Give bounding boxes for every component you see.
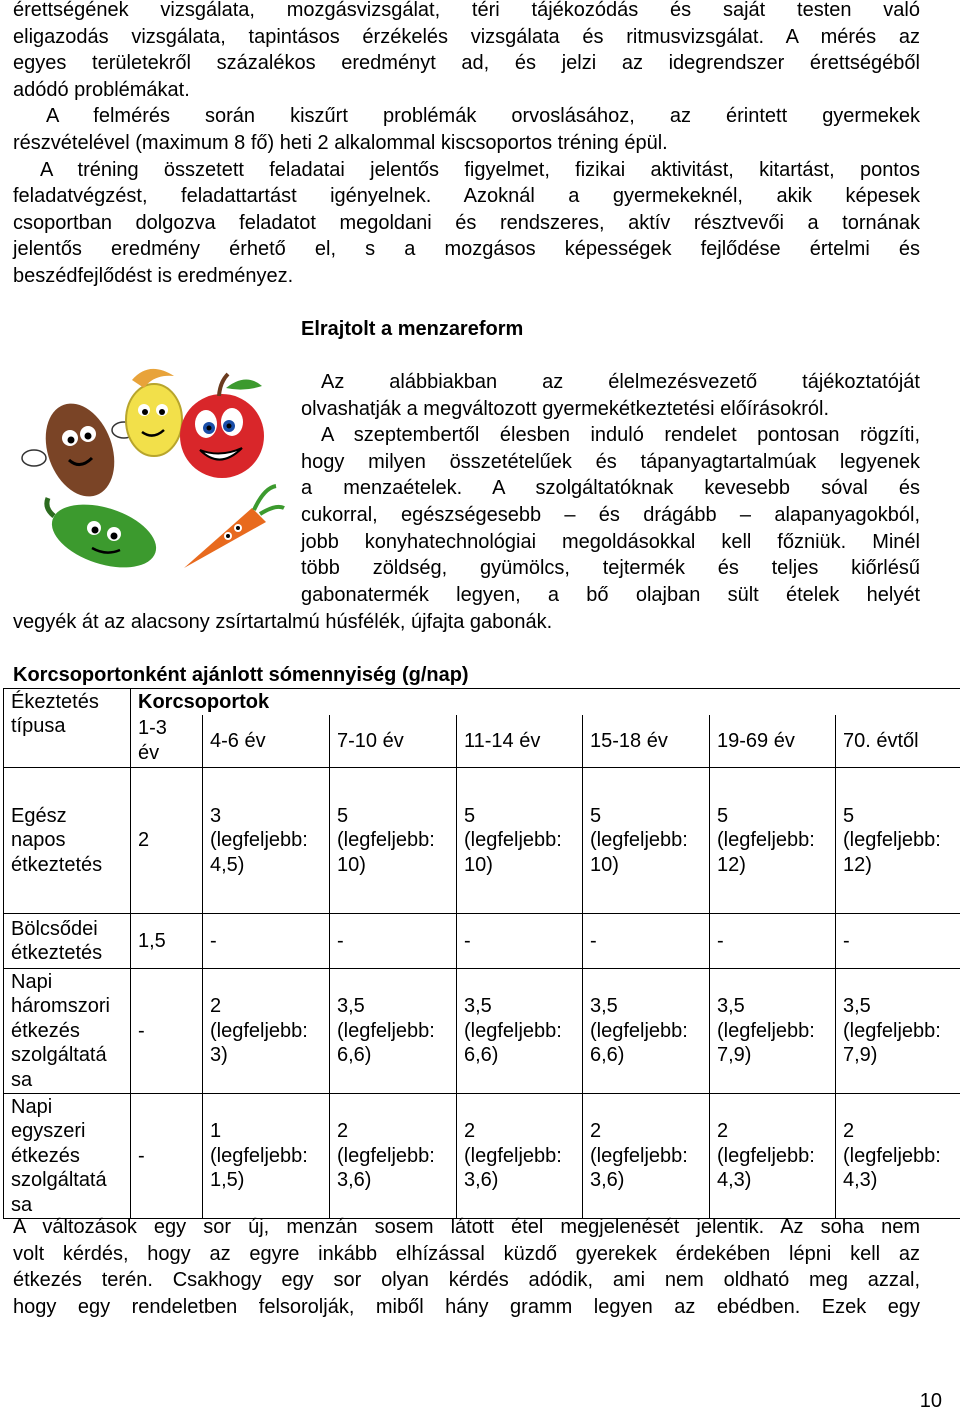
age-group-header: 19-69 év	[710, 715, 836, 767]
row-value: -	[583, 913, 710, 968]
table-row	[4, 767, 960, 913]
article-paragraph	[301, 369, 920, 608]
row-value: -	[457, 913, 583, 968]
article-heading: Elrajtolt a menzareform	[301, 318, 524, 340]
age-group-header: 15-18 év	[583, 715, 710, 767]
row-value: 2 (legfeljebb: 4,3)	[836, 1093, 960, 1218]
row-value: 1,5	[131, 913, 203, 968]
table-header-type	[4, 689, 131, 768]
article-line: hogy milyen összetételűek és tápanyagtartalmúak legyenek	[301, 450, 920, 473]
table-row	[4, 913, 960, 968]
age-group-header: 7-10 év	[330, 715, 457, 767]
row-value: 2 (legfeljebb: 4,3)	[710, 1093, 836, 1218]
row-value: 3,5 (legfeljebb: 7,9)	[836, 968, 960, 1093]
row-type: Bölcsődei étkeztetés	[4, 913, 131, 968]
row-value: 5 (legfeljebb: 12)	[710, 767, 836, 913]
table-row	[4, 968, 960, 1093]
row-value: 5 (legfeljebb: 10)	[457, 767, 583, 913]
outro-line: hogy egy rendeletben felsorolják, miből hány gramm legyen az ebédben. Ezek egy	[13, 1295, 920, 1318]
table-header-row	[4, 715, 960, 767]
header-type-line: típusa	[11, 715, 66, 738]
intro-line: beszédfejlődést is eredményez.	[13, 264, 294, 287]
outro-line: étkezés terén. Csakhogy egy sor olyan kérdés adódik, ami nem oldható meg azzal,	[13, 1269, 920, 1292]
article-line: Az alábbiakban az élelmezésvezető tájékoztatóját	[321, 371, 920, 393]
article-tail-line: vegyék át az alacsony zsírtartalmú húsfélék, újfajta gabonák.	[13, 611, 553, 633]
age-group-header: 1-3 év	[131, 715, 203, 767]
row-value: -	[710, 913, 836, 968]
row-value: 3,5 (legfeljebb: 6,6)	[330, 968, 457, 1093]
page-number: 10	[919, 1390, 942, 1412]
cartoon-vegetables-fruits-illustration	[14, 358, 286, 578]
intro-line: A felmérés során kiszűrt problémák orvoslásához, az érintett gyermekek	[46, 105, 920, 128]
article-line: több zöldség, gyümölcs, tejtermék és teljes kiőrlésű	[301, 557, 920, 580]
age-group-header: 11-14 év	[457, 715, 583, 767]
intro-line: egyes területekről százalékos eredményt ad, és jelzi az idegrendszer érettségéből	[13, 52, 920, 75]
row-value: 5 (legfeljebb: 10)	[330, 767, 457, 913]
row-type: Egész napos étkeztetés	[4, 767, 131, 913]
header-type-line: Ékeztetés	[11, 691, 99, 713]
outro-line: A változások egy sor új, menzán sosem látott étel megjelenését jelentik. Az soha nem	[13, 1216, 920, 1238]
table-row	[4, 1093, 960, 1218]
row-value: 2 (legfeljebb: 3)	[203, 968, 330, 1093]
intro-line: eligazodás vizsgálata, tapintásos érzékelés vizsgálata és ritmusvizsgálat. A mérés az	[13, 25, 920, 48]
outro-paragraph	[13, 1214, 920, 1320]
row-value: -	[131, 968, 203, 1093]
row-value: -	[203, 913, 330, 968]
row-type: Napi háromszori étkezés szolgáltatá sa	[4, 968, 131, 1093]
row-value: -	[836, 913, 960, 968]
salt-table	[3, 688, 960, 1219]
intro-line: adódó problémákat.	[13, 78, 190, 101]
row-value: 3,5 (legfeljebb: 6,6)	[583, 968, 710, 1093]
intro-line: feladatvégzést, feladattartást igényelnek. Azoknál a gyermekeknél, akik képesek	[13, 185, 920, 208]
row-value: 2 (legfeljebb: 3,6)	[457, 1093, 583, 1218]
intro-line: részvételével (maximum 8 fő) heti 2 alkalommal kiscsoportos tréning épül.	[13, 131, 668, 154]
article-line: olvashatják a megváltozott gyermekétkeztetési előírásokról.	[301, 397, 830, 420]
row-value: 3 (legfeljebb: 4,5)	[203, 767, 330, 913]
row-value: 5 (legfeljebb: 10)	[583, 767, 710, 913]
row-value: 1 (legfeljebb: 1,5)	[203, 1093, 330, 1218]
row-value: 2 (legfeljebb: 3,6)	[583, 1093, 710, 1218]
article-line: jobb konyhatechnológiai megoldásokkal kell főzniük. Minél	[301, 530, 920, 553]
age-group-header: 70. évtől	[836, 715, 960, 767]
intro-line: jelentős eredmény érhető el, s a mozgásos képességek fejlődése értelmi és	[13, 238, 920, 261]
row-type: Napi egyszeri étkezés szolgáltatá sa	[4, 1093, 131, 1218]
row-value: 5 (legfeljebb: 12)	[836, 767, 960, 913]
row-value: -	[330, 913, 457, 968]
table-header-group: Korcsoportok	[131, 689, 960, 716]
outro-line: volt kérdés, hogy az egyre inkább elhízással küzdő gyerekek érdekében lépni kell az	[13, 1242, 920, 1265]
row-value: 2	[131, 767, 203, 913]
article-line: gabonatermék legyen, a bő olajban sült ételek helyét	[301, 583, 920, 606]
table-title: Korcsoportonként ajánlott sómennyiség (g/nap)	[13, 664, 469, 686]
intro-line: A tréning összetett feladatai jelentős figyelmet, fizikai aktivitást, kitartást, pontos	[40, 158, 920, 181]
row-value: 3,5 (legfeljebb: 7,9)	[710, 968, 836, 1093]
intro-line: csoportban dolgozva feladatot megoldani és rendszeres, aktív résztvevői a tornának	[13, 211, 920, 234]
intro-line: érettségének vizsgálata, mozgásvizsgálat, téri tájékozódás és saját testen való	[13, 0, 920, 21]
row-value: -	[131, 1093, 203, 1218]
article-line: a menzaételek. A szolgáltatóknak kevesebb sóval és	[301, 477, 920, 500]
article-line: A szeptembertől élesben induló rendelet pontosan rögzíti,	[321, 424, 920, 447]
age-group-header: 4-6 év	[203, 715, 330, 767]
article-line: cukorral, egészségesebb – és drágább – alapanyagokból,	[301, 503, 920, 526]
row-value: 3,5 (legfeljebb: 6,6)	[457, 968, 583, 1093]
intro-paragraph	[13, 0, 920, 290]
row-value: 2 (legfeljebb: 3,6)	[330, 1093, 457, 1218]
